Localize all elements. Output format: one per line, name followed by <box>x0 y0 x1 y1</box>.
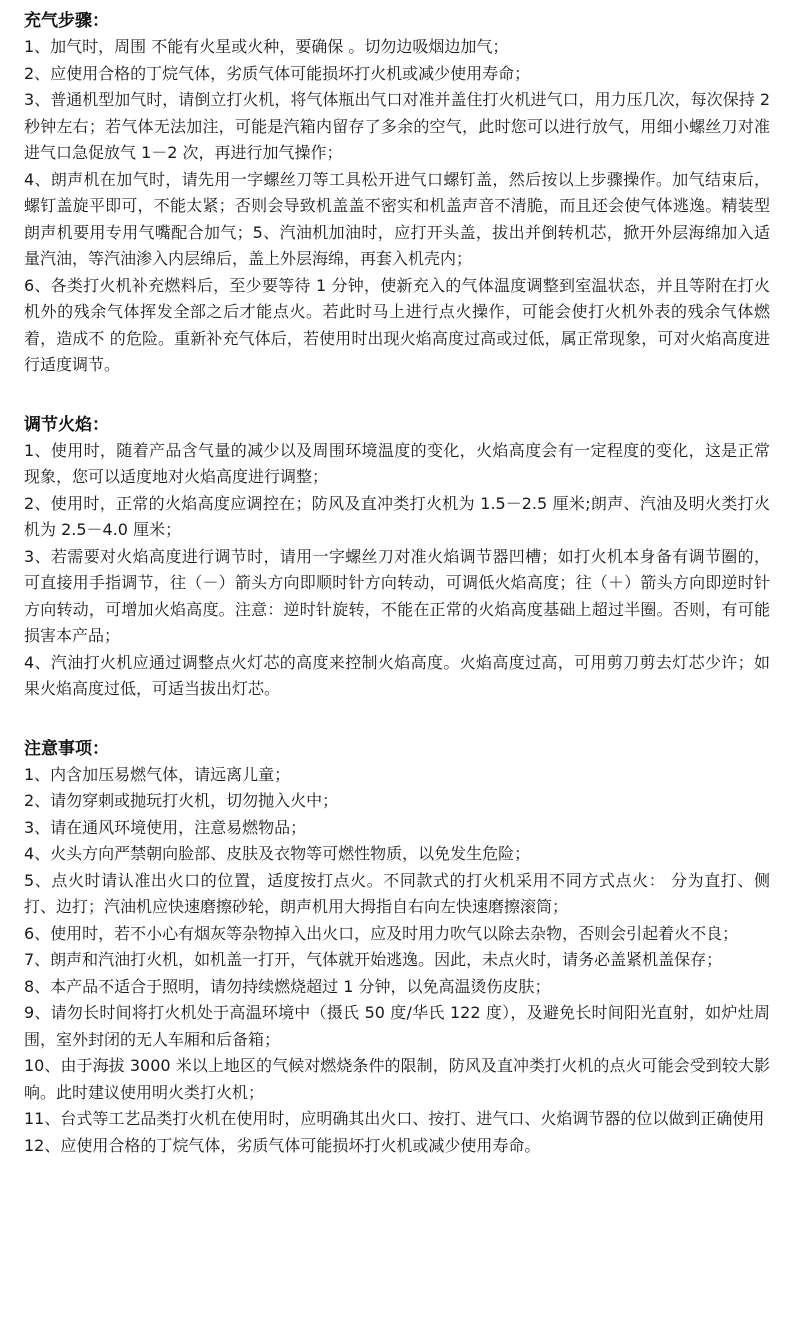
list-item: 9、请勿长时间将打火机处于高温环境中（摄氏 50 度/华氏 122 度），及避免长时间阳光直射，如炉灶周围，室外封闭的无人车厢和后备箱； <box>24 1003 770 1049</box>
section-precautions <box>24 736 770 1160</box>
list-item: 7、朗声和汽油打火机，如机盖一打开，气体就开始逃逸。因此，未点火时，请务必盖紧机盖保存； <box>24 950 723 969</box>
list-item: 2、使用时，正常的火焰高度应调控在；防风及直冲类打火机为 1.5－2.5 厘米;朗声、汽油及明火类打火机为 2.5－4.0 厘米； <box>24 493 770 539</box>
list-item: 3、请在通风环境使用，注意易燃物品； <box>24 817 307 837</box>
section-title: 注意事项： <box>24 738 109 759</box>
list-item: 6、使用时，若不小心有烟灰等杂物掉入出火口，应及时用力吹气以除去杂物，否则会引起着火不良； <box>24 923 739 943</box>
list-item: 3、普通机型加气时，请倒立打火机，将气体瓶出气口对准并盖住打火机进气口，用力压几次，每次保持 2 秒钟左右；若气体无法加注，可能是汽箱内留存了多余的空气，此时您可以进行放气，用细小螺丝刀对准进气口急促放气 1－2 次，再进行加气操作； <box>24 90 770 162</box>
list-item: 4、汽油打火机应通过调整点火灯芯的高度来控制火焰高度。火焰高度过高，可用剪刀剪去灯芯少许；如果火焰高度过低，可适当拔出灯芯。 <box>24 652 770 698</box>
list-item: 3、若需要对火焰高度进行调节时，请用一字螺丝刀对准火焰调节器凹槽；如打火机本身备有调节圈的，可直接用手指调节，往（－）箭头方向即顺时针方向转动，可调低火焰高度；往（＋）箭头方向即逆时针方向转动，可增加火焰高度。注意：逆时针旋转，不能在正常的火焰高度基础上超过半圈。否则，有可能损害本产品； <box>24 546 770 645</box>
list-item: 1、加气时，周围 不能有火星或火种，要确保 。切勿边吸烟边加气； <box>24 37 509 56</box>
list-item: 12、应使用合格的丁烷气体，劣质气体可能损坏打火机或减少使用寿命。 <box>24 1135 541 1155</box>
list-item: 8、本产品不适合于照明，请勿持续燃烧超过 1 分钟，以免高温烫伤皮肤； <box>24 976 551 996</box>
list-item: 2、请勿穿刺或抛玩打火机，切勿抛入火中； <box>24 791 339 810</box>
list-item: 4、火头方向严禁朝向脸部、皮肤及衣物等可燃性物质，以免发生危险； <box>24 844 531 863</box>
list-item: 1、内含加压易燃气体，请远离儿童； <box>24 764 291 784</box>
section-title: 调节火焰： <box>24 414 109 435</box>
list-item: 4、朗声机在加气时，请先用一字螺丝刀等工具松开进气口螺钉盖，然后按以上步骤操作。加气结束后，螺钉盖旋平即可，不能太紧；否则会导致机盖盖不密实和机盖声音不清脆，而且还会使气体逃逸。精装型朗声机要用专用气嘴配合加气；5、汽油机加油时，应打开头盖，拔出并倒转机芯，掀开外层海绵加入适量汽油，等汽油渗入内层绵后，盖上外层海绵，再套入机壳内； <box>24 169 770 268</box>
list-item: 10、由于海拔 3000 米以上地区的气候对燃烧条件的限制，防风及直冲类打火机的点火可能会受到较大影响。此时建议使用明火类打火机； <box>24 1056 770 1102</box>
list-item: 1、使用时，随着产品含气量的减少以及周围环境温度的变化，火焰高度会有一定程度的变化，这是正常现象，您可以适度地对火焰高度进行调整； <box>24 440 770 486</box>
section-flame-adjustment <box>24 412 770 703</box>
list-item: 11、台式等工艺品类打火机在使用时，应明确其出火口、按打、进气口、火焰调节器的位以做到正确使用 <box>24 1109 765 1128</box>
list-item: 6、各类打火机补充燃料后，至少要等待 1 分钟，使新充入的气体温度调整到室温状态，并且等附在打火机外的残余气体挥发全部之后才能点火。若此时马上进行点火操作，可能会使打火机外表的残余气体燃着，造成不 的危险。重新补充气体后，若使用时出现火焰高度过高或过低，属正常现象，可对火焰高度进行适度调节。 <box>24 275 770 374</box>
list-item: 2、应使用合格的丁烷气体，劣质气体可能损坏打火机或减少使用寿命； <box>24 63 531 83</box>
section-inflation-steps <box>24 8 770 379</box>
list-item: 5、点火时请认准出火口的位置，适度按打点火。不同款式的打火机采用不同方式点火： 分为直打、侧打、边打；汽油机应快速磨擦砂轮，朗声机用大拇指自右向左快速磨擦滚筒； <box>24 870 770 916</box>
section-title: 充气步骤： <box>24 11 109 31</box>
